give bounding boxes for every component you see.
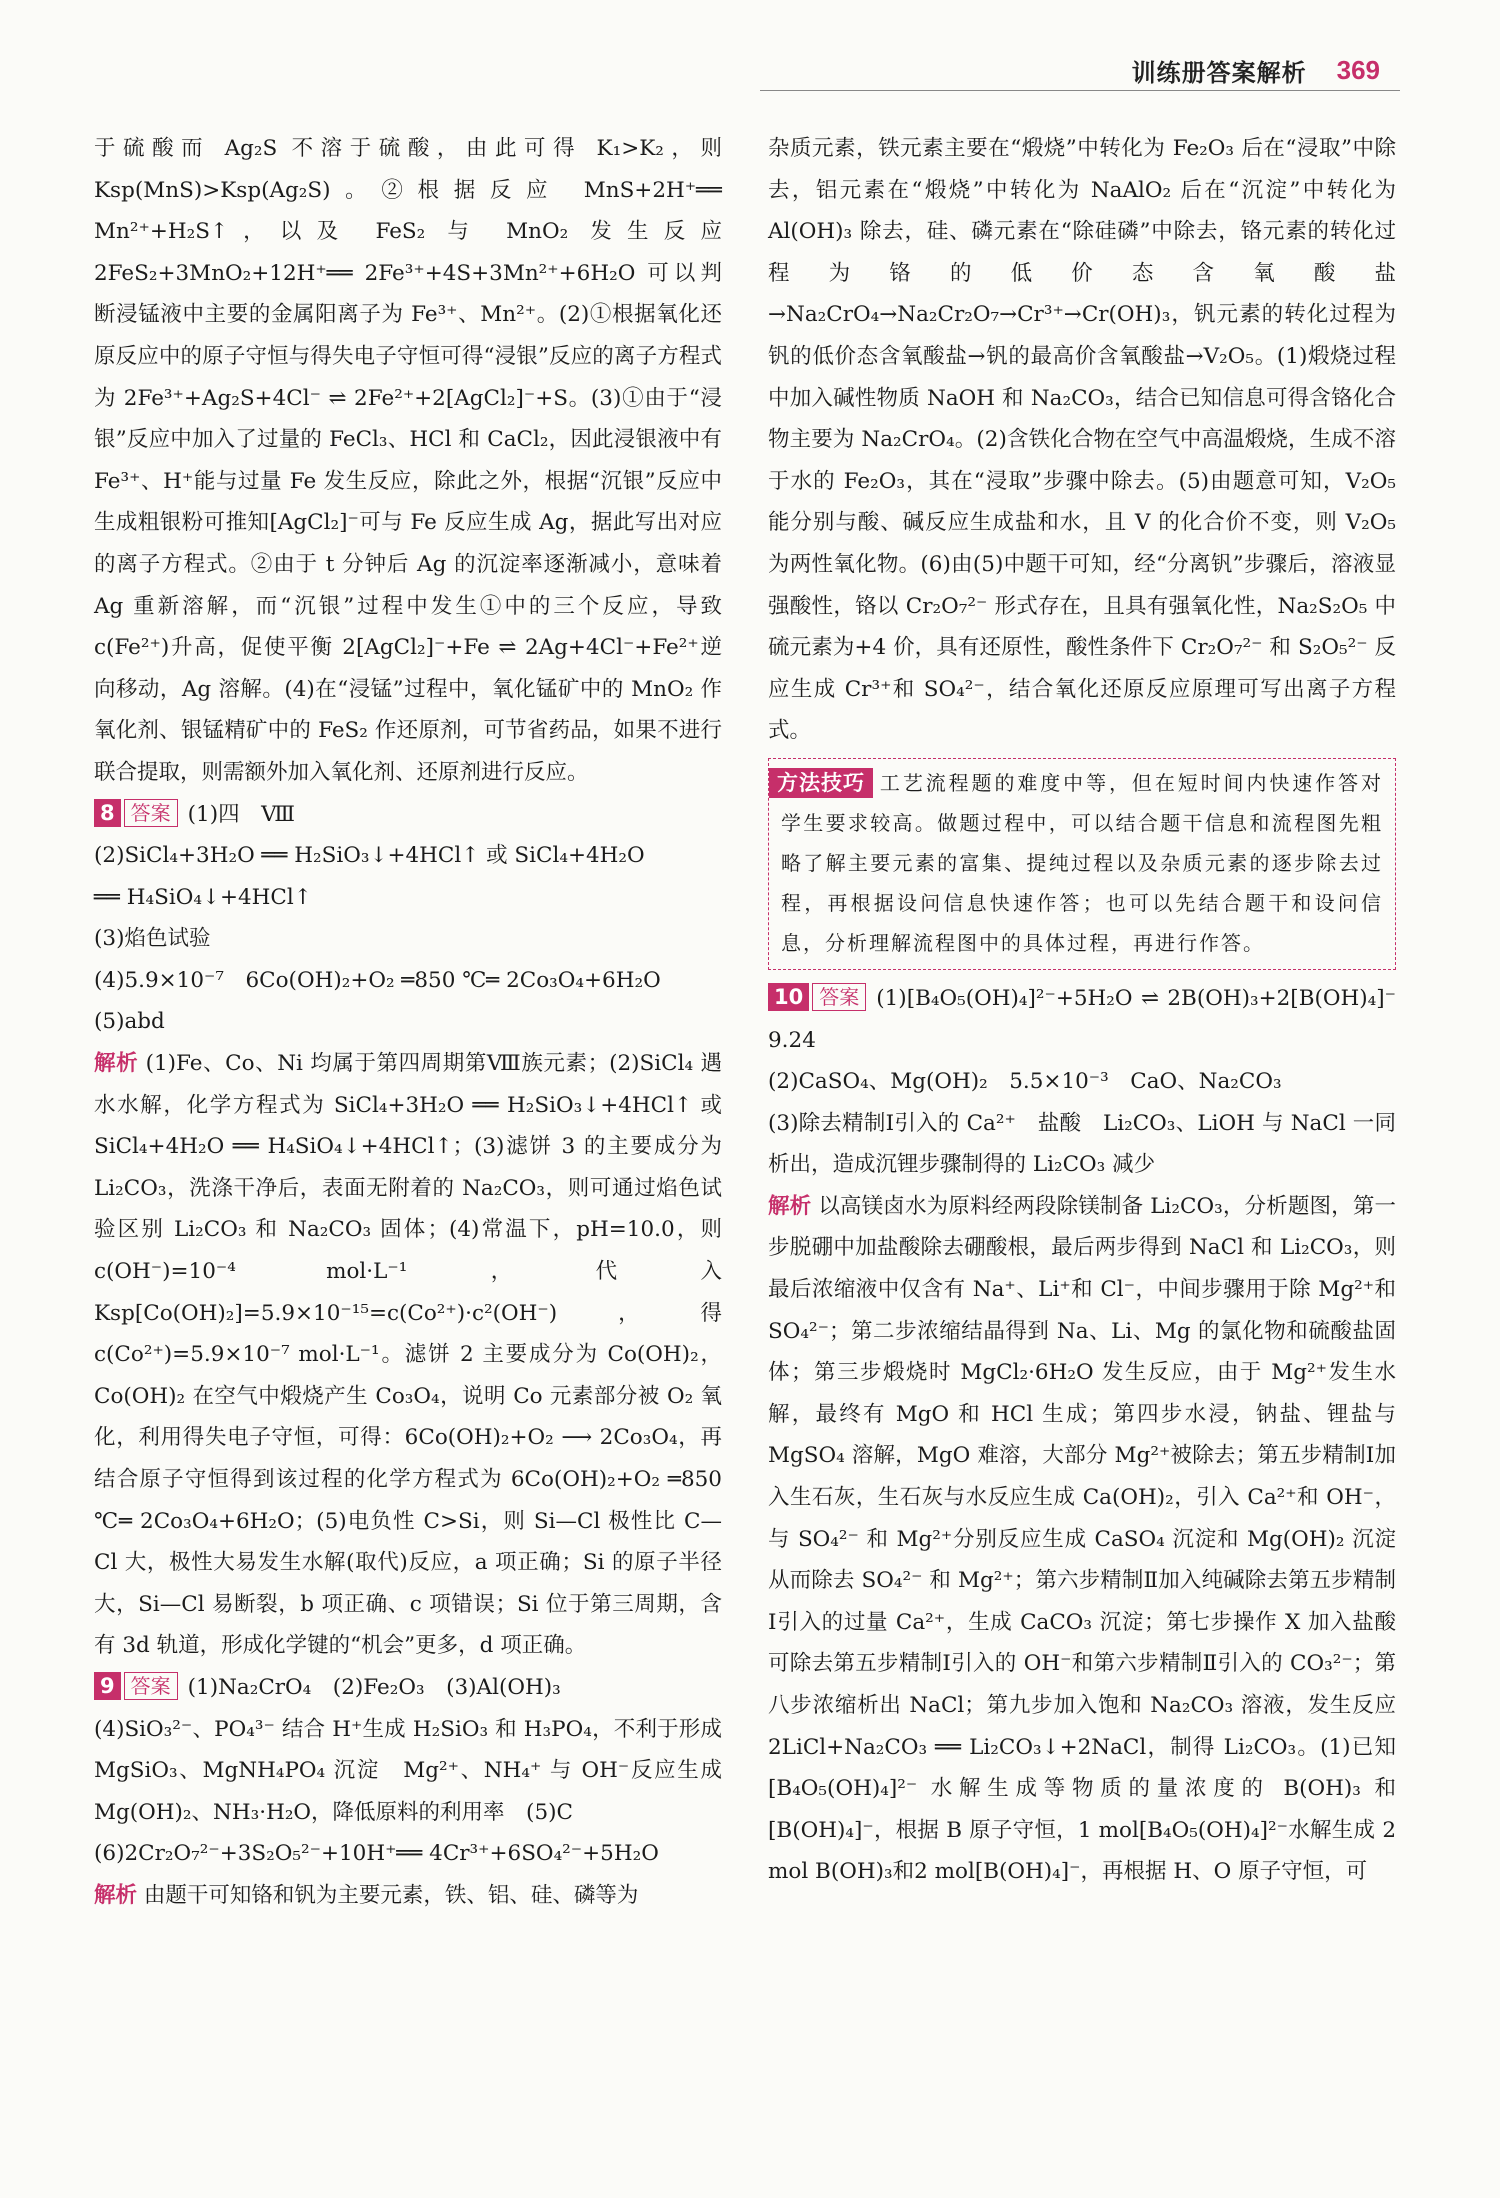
left-column — [94, 128, 722, 1917]
q10-answer-label: 答案 — [812, 983, 866, 1011]
header-rule — [760, 90, 1400, 91]
q10-answer-2: (2)CaSO₄、Mg(OH)₂ 5.5×10⁻³ CaO、Na₂CO₃ — [768, 1069, 1282, 1095]
method-tip-label: 方法技巧 — [769, 768, 873, 798]
q10-explanation — [768, 1186, 1396, 1893]
q8-explanation-text: (1)Fe、Co、Ni 均属于第四周期第Ⅷ族元素；(2)SiCl₄ 遇水水解，化学方程式为 SiCl₄+3H₂O ══ H₂SiO₃↓+4HCl↑ 或 SiCl₄+4H₂O ══ H₄SiO₄↓+4HCl↑；(3)滤饼 3 的主要成分为 Li₂CO₃，洗涤干净后，表面无附着的 Na₂CO₃，则可通过焰色试验区别 Li₂CO₃ 和 Na₂CO₃ 固体；(4)常温下，pH=10.0，则 c(OH⁻)=10⁻⁴ mol·L⁻¹，代入 Ksp[Co(OH)₂]=5.9×10⁻¹⁵=c(Co²⁺)·c²(OH⁻)，得 c(Co²⁺)=5.9×10⁻⁷ mol·L⁻¹。滤饼 2 主要成分为 Co(OH)₂，Co(OH)₂ 在空气中煅烧产生 Co₃O₄，说明 Co 元素部分被 O₂ 氧化，利用得失电子守恒，可得：6Co(OH)₂+O₂ ⟶ 2Co₃O₄，再结合原子守恒得到该过程的化学方程式为 6Co(OH)₂+O₂ ═850 ℃═ 2Co₃O₄+6H₂O；(5)电负性 C>Si，则 Si—Cl 极性比 C—Cl 大，极性大易发生水解(取代)反应，a 项正确；Si 的原子半径大，Si—Cl 易断裂，b 项正确、c 项错误；Si 位于第三周期，含有 3d 轨道，形成化学键的“机会”更多，d 项正确。 — [94, 1051, 722, 1659]
q10-answer-1 — [768, 978, 1418, 1061]
q9-answer-4-5: (4)SiO₃²⁻、PO₄³⁻ 结合 H⁺生成 H₂SiO₃ 和 H₃PO₄，不利于形成 MgSiO₃、MgNH₄PO₄ 沉淀 Mg²⁺、NH₄⁺ 与 OH⁻反应生成 Mg(OH)₂、NH₃·H₂O，降低原料的利用率 (5)C — [94, 1716, 722, 1825]
q8-answer-label: 答案 — [124, 799, 178, 827]
q10-explanation-text: 以高镁卤水为原料经两段除镁制备 Li₂CO₃，分析题图，第一步脱硼中加盐酸除去硼酸根，最后两步得到 NaCl 和 Li₂CO₃，则最后浓缩液中仅含有 Na⁺、Li⁺和 Cl⁻，中间步骤用于除 Mg²⁺和 SO₄²⁻；第二步浓缩结晶得到 Na、Li、Mg 的氯化物和硫酸盐固体；第三步煅烧时 MgCl₂·6H₂O 发生反应，由于 Mg²⁺发生水解，最终有 MgO 和 HCl 生成；第四步水浸，钠盐、锂盐与 MgSO₄ 溶解，MgO 难溶，大部分 Mg²⁺被除去；第五步精制Ⅰ加入生石灰，生石灰与水反应生成 Ca(OH)₂，引入 Ca²⁺和 OH⁻，与 SO₄²⁻ 和 Mg²⁺分别反应生成 CaSO₄ 沉淀和 Mg(OH)₂ 沉淀从而除去 SO₄²⁻ 和 Mg²⁺；第六步精制Ⅱ加入纯碱除去第五步精制Ⅰ引入的过量 Ca²⁺，生成 CaCO₃ 沉淀；第七步操作 X 加入盐酸可除去第五步精制Ⅰ引入的 OH⁻和第六步精制Ⅱ引入的 CO₃²⁻；第八步浓缩析出 NaCl；第九步加入饱和 Na₂CO₃ 溶液，发生反应 2LiCl+Na₂CO₃ ══ Li₂CO₃↓+2NaCl，制得 Li₂CO₃。(1)已知[B₄O₅(OH)₄]²⁻ 水解生成等物质的量浓度的 B(OH)₃ 和[B(OH)₄]⁻，根据 B 原子守恒，1 mol[B₄O₅(OH)₄]²⁻水解生成 2 mol B(OH)₃和2 mol[B(OH)₄]⁻，再根据 H、O 原子守恒，可 — [768, 1193, 1396, 1885]
q9-answer-1-3: (1)Na₂CrO₄ (2)Fe₂O₃ (3)Al(OH)₃ — [187, 1674, 561, 1700]
q9-answer-6: (6)2Cr₂O₇²⁻+3S₂O₅²⁻+10H⁺══ 4Cr³⁺+6SO₄²⁻+5H₂O — [94, 1841, 659, 1867]
q8-answer-4: (4)5.9×10⁻⁷ 6Co(OH)₂+O₂ ═850 ℃═ 2Co₃O₄+6H₂O — [94, 967, 661, 993]
q10-explanation-label: 解析 — [768, 1193, 812, 1219]
q8-answer-2b: ══ H₄SiO₄↓+4HCl↑ — [94, 884, 312, 910]
q9-explanation — [94, 1875, 722, 1917]
q9-answer-line-1 — [94, 1667, 722, 1709]
q8-answer-1: (1)四 Ⅷ — [187, 801, 295, 827]
q8-number-badge: 8 — [94, 799, 121, 827]
page-number: 369 — [1336, 54, 1380, 85]
right-column — [768, 128, 1418, 1893]
q9-number-badge: 9 — [94, 1672, 121, 1700]
q8-answer-3: (3)焰色试验 — [94, 926, 211, 952]
method-tip-box — [768, 758, 1396, 970]
q10-answer-3: (3)除去精制Ⅰ引入的 Ca²⁺ 盐酸 Li₂CO₃、LiOH 与 NaCl 一同析出，造成沉锂步骤制得的 Li₂CO₃ 减少 — [768, 1110, 1396, 1178]
q8-answer-line-1 — [94, 794, 722, 836]
q9-explanation-label: 解析 — [94, 1882, 138, 1908]
q8-answer-5: (5)abd — [94, 1009, 165, 1035]
q9-explanation-continued: 杂质元素，铁元素主要在“煅烧”中转化为 Fe₂O₃ 后在“浸取”中除去，铝元素在“煅烧”中转化为 NaAlO₂ 后在“沉淀”中转化为 Al(OH)₃ 除去，硅、磷元素在“除硅磷”中除去，铬元素的转化过程为铬的低价态含氧酸盐→Na₂CrO₄→Na₂Cr₂O₇→Cr³⁺→Cr(OH)₃，钒元素的转化过程为钒的低价态含氧酸盐→钒的最高价含氧酸盐→V₂O₅。(1)煅烧过程中加入碱性物质 NaOH 和 Na₂CO₃，结合已知信息可得含铬化合物主要为 Na₂CrO₄。(2)含铁化合物在空气中高温煅烧，生成不溶于水的 Fe₂O₃，其在“浸取”步骤中除去。(5)由题意可知，V₂O₅ 能分别与酸、碱反应生成盐和水，且 V 的化合价不变，则 V₂O₅ 为两性氧化物。(6)由(5)中题干可知，经“分离钒”步骤后，溶液显强酸性，铬以 Cr₂O₇²⁻ 形式存在，且具有强氧化性，Na₂S₂O₅ 中硫元素为+4 价，具有还原性，酸性条件下 Cr₂O₇²⁻ 和 S₂O₅²⁻ 反应生成 Cr³⁺和 SO₄²⁻，结合氧化还原反应原理可写出离子方程式。 — [768, 136, 1396, 744]
header-title: 训练册答案解析 — [1131, 58, 1307, 87]
q9-answer-label: 答案 — [124, 1672, 178, 1700]
method-tip-text: 工艺流程题的难度中等，但在短时间内快速作答对学生要求较高。做题过程中，可以结合题干信息和流程图先粗略了解主要元素的富集、提纯过程以及杂质元素的逐步除去过程，再根据设问信息快速作答；也可以先结合题干和设问信息，分析理解流程图中的具体过程，再进行作答。 — [781, 770, 1383, 955]
q8-explanation-label: 解析 — [94, 1051, 139, 1077]
q10-number-badge: 10 — [768, 983, 809, 1011]
q10-answer-1-text: (1)[B₄O₅(OH)₄]²⁻+5H₂O ⇌ 2B(OH)₃+2[B(OH)₄]⁻ 9.24 — [768, 985, 1418, 1053]
q9-explanation-text: 由题干可知铬和钒为主要元素，铁、铝、硅、磷等为 — [143, 1882, 639, 1908]
q8-explanation — [94, 1043, 722, 1667]
page-header — [1132, 50, 1380, 90]
q8-answer-2a: (2)SiCl₄+3H₂O ══ H₂SiO₃↓+4HCl↑ 或 SiCl₄+4H₂O — [94, 843, 645, 869]
q7-explanation-continued: 于硫酸而 Ag₂S 不溶于硫酸，由此可得 K₁>K₂，则 Ksp(MnS)>Ksp(Ag₂S)。②根据反应 MnS+2H⁺══ Mn²⁺+H₂S↑，以及 FeS₂ 与 MnO₂ 发生反应 2FeS₂+3MnO₂+12H⁺══ 2Fe³⁺+4S+3Mn²⁺+6H₂O 可以判断浸锰液中主要的金属阳离子为 Fe³⁺、Mn²⁺。(2)①根据氧化还原反应中的原子守恒与得失电子守恒可得“浸银”反应的离子方程式为 2Fe³⁺+Ag₂S+4Cl⁻ ⇌ 2Fe²⁺+2[AgCl₂]⁻+S。(3)①由于“浸银”反应中加入了过量的 FeCl₃、HCl 和 CaCl₂，因此浸银液中有 Fe³⁺、H⁺能与过量 Fe 发生反应，除此之外，根据“沉银”反应中生成粗银粉可推知[AgCl₂]⁻可与 Fe 反应生成 Ag，据此写出对应的离子方程式。②由于 t 分钟后 Ag 的沉淀率逐渐减小，意味着 Ag 重新溶解，而“沉银”过程中发生①中的三个反应，导致 c(Fe²⁺)升高，促使平衡 2[AgCl₂]⁻+Fe ⇌ 2Ag+4Cl⁻+Fe²⁺逆向移动，Ag 溶解。(4)在“浸锰”过程中，氧化锰矿中的 MnO₂ 作氧化剂、银锰精矿中的 FeS₂ 作还原剂，可节省药品，如果不进行联合提取，则需额外加入氧化剂、还原剂进行反应。 — [94, 136, 722, 785]
